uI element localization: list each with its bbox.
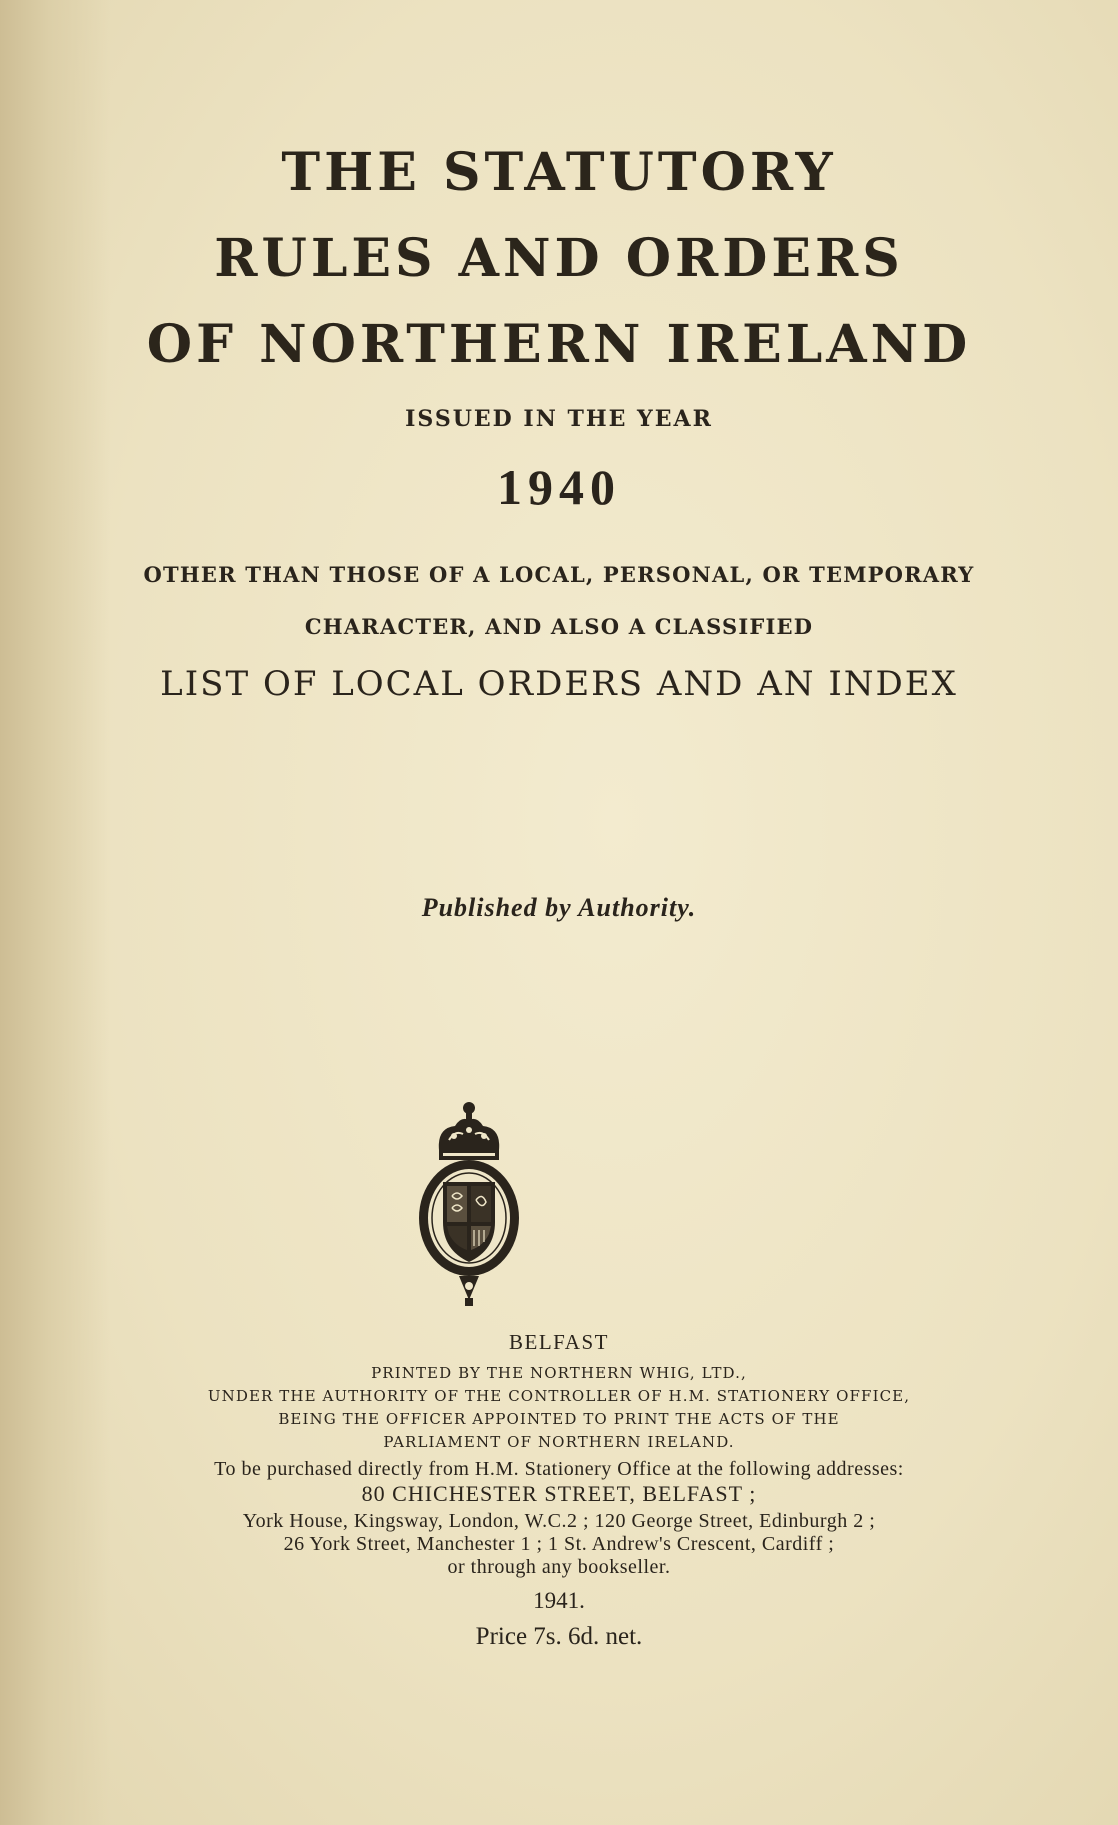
year: 1940 [497,459,621,515]
price: Price 7s. 6d. net. [475,1623,643,1650]
purchase-bookseller: or through any bookseller. [447,1556,671,1578]
title-line-2: RULES AND ORDERS [214,228,904,289]
subtitle-line-3: LIST OF LOCAL ORDERS AND AN INDEX [160,664,958,704]
authority-line: Published by Authority. [421,893,697,922]
royal-coat-of-arms-icon [409,1100,529,1310]
purchase-manchester: 26 York Street, Manchester 1 ; 1 St. Andrew's Crescent, Cardiff ; [283,1533,835,1555]
purchase-london: York House, Kingsway, London, W.C.2 ; 120 George Street, Edinburgh 2 ; [242,1510,876,1532]
imprint-authority: UNDER THE AUTHORITY OF THE CONTROLLER OF H.M. STATIONERY OFFICE, [207,1387,911,1405]
imprint-parliament: PARLIAMENT OF NORTHERN IRELAND. [383,1433,735,1451]
subtitle-line-2: CHARACTER, AND ALSO A CLASSIFIED [304,614,814,639]
imprint-city: BELFAST [509,1330,609,1354]
imprint-printer: PRINTED BY THE NORTHERN WHIG, LTD., [371,1364,747,1382]
title-line-3: OF NORTHERN IRELAND [146,314,972,375]
issued-line: ISSUED IN THE YEAR [405,406,713,432]
imprint-officer: BEING THE OFFICER APPOINTED TO PRINT THE ACTS OF THE [278,1410,840,1428]
purchase-belfast: 80 CHICHESTER STREET, BELFAST ; [361,1481,757,1506]
purchase-intro: To be purchased directly from H.M. Stationery Office at the following addresses: [214,1458,904,1480]
publication-year: 1941. [533,1588,585,1613]
subtitle-line-1: OTHER THAN THOSE OF A LOCAL, PERSONAL, OR TEMPORARY [143,562,975,587]
title-line-1: THE STATUTORY [281,142,837,203]
